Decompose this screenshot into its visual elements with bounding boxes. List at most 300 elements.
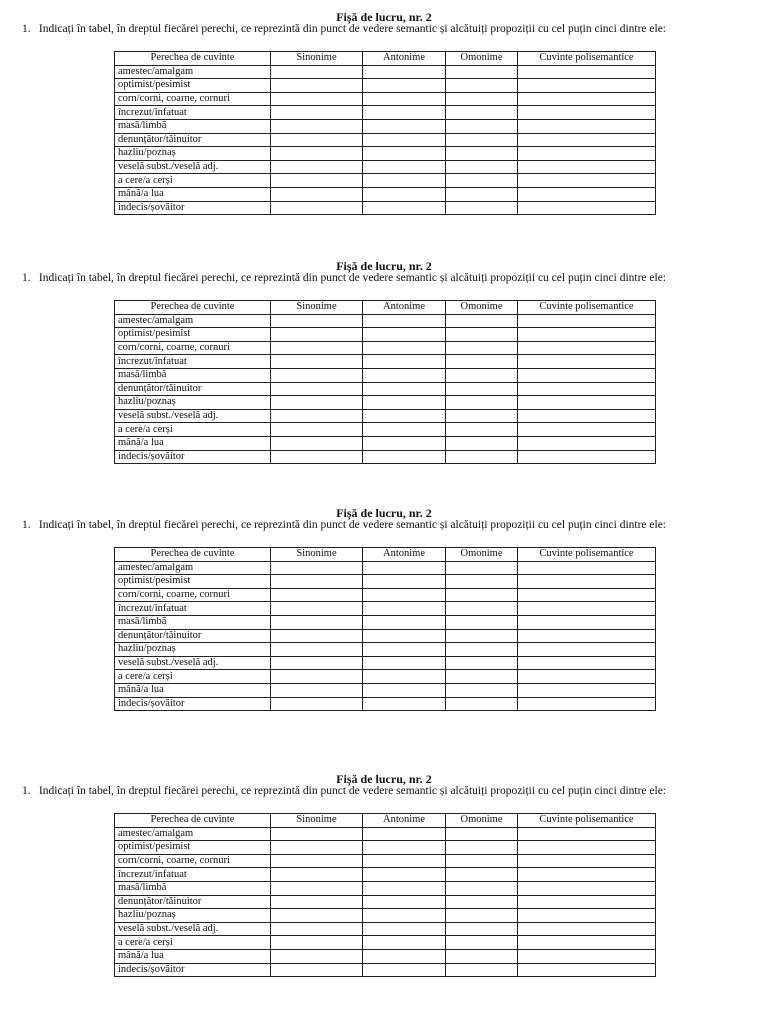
omonime-cell[interactable] (446, 328, 518, 342)
polisemantice-cell[interactable] (518, 382, 656, 396)
column-header: Sinonime (271, 548, 363, 562)
word-pair-cell: masă/limbă (115, 119, 271, 133)
column-header: Cuvinte polisemantice (518, 548, 656, 562)
sinonime-cell[interactable] (271, 436, 363, 450)
antonime-cell[interactable] (363, 575, 446, 589)
word-pair-cell: a cere/a cerși (115, 936, 271, 950)
word-pair-cell: corn/corni, coarne, cornuri (115, 341, 271, 355)
table-row (115, 187, 656, 201)
sinonime-cell[interactable] (271, 963, 363, 977)
sinonime-cell[interactable] (271, 561, 363, 575)
polisemantice-cell[interactable] (518, 436, 656, 450)
antonime-cell[interactable] (363, 147, 446, 161)
sinonime-cell[interactable] (271, 201, 363, 215)
antonime-cell[interactable] (363, 881, 446, 895)
omonime-cell[interactable] (446, 629, 518, 643)
sinonime-cell[interactable] (271, 314, 363, 328)
table-row (115, 602, 656, 616)
table-row (115, 697, 656, 711)
omonime-cell[interactable] (446, 382, 518, 396)
polisemantice-cell[interactable] (518, 314, 656, 328)
omonime-cell[interactable] (446, 588, 518, 602)
table-row (115, 160, 656, 174)
polisemantice-cell[interactable] (518, 133, 656, 147)
sinonime-cell[interactable] (271, 936, 363, 950)
word-pair-cell: masă/limbă (115, 368, 271, 382)
sinonime-cell[interactable] (271, 328, 363, 342)
polisemantice-cell[interactable] (518, 827, 656, 841)
polisemantice-cell[interactable] (518, 174, 656, 188)
polisemantice-cell[interactable] (518, 854, 656, 868)
polisemantice-cell[interactable] (518, 602, 656, 616)
table-row (115, 841, 656, 855)
sinonime-cell[interactable] (271, 355, 363, 369)
antonime-cell[interactable] (363, 949, 446, 963)
word-pair-cell: optimist/pesimist (115, 328, 271, 342)
word-pair-cell: denunțător/tăinuitor (115, 895, 271, 909)
column-header: Perechea de cuvinte (115, 814, 271, 828)
antonime-cell[interactable] (363, 65, 446, 79)
table-row (115, 909, 656, 923)
word-pair-cell: masă/limbă (115, 615, 271, 629)
polisemantice-cell[interactable] (518, 341, 656, 355)
antonime-cell[interactable] (363, 79, 446, 93)
omonime-cell[interactable] (446, 656, 518, 670)
word-pair-cell: indecis/șovăitor (115, 201, 271, 215)
sinonime-cell[interactable] (271, 106, 363, 120)
table-row (115, 450, 656, 464)
column-header: Antonime (363, 301, 446, 315)
word-pair-cell: optimist/pesimist (115, 841, 271, 855)
table-row (115, 895, 656, 909)
table-row (115, 341, 656, 355)
table-row (115, 92, 656, 106)
table-row (115, 79, 656, 93)
word-pair-cell: încrezut/infatuat (115, 106, 271, 120)
column-header: Omonime (446, 814, 518, 828)
instruction-text (22, 272, 722, 285)
column-header: Antonime (363, 548, 446, 562)
antonime-cell[interactable] (363, 936, 446, 950)
instruction-body: Indicați în tabel, în dreptul fiecărei perechi, ce reprezintă din punct de vedere semantic și alcătuiți propoziții cu cel puțin cinci dintre ele: (38, 519, 666, 531)
table-row (115, 854, 656, 868)
antonime-cell[interactable] (363, 963, 446, 977)
omonime-cell[interactable] (446, 561, 518, 575)
polisemantice-cell[interactable] (518, 841, 656, 855)
omonime-cell[interactable] (446, 187, 518, 201)
sinonime-cell[interactable] (271, 450, 363, 464)
antonime-cell[interactable] (363, 841, 446, 855)
sinonime-cell[interactable] (271, 588, 363, 602)
sinonime-cell[interactable] (271, 133, 363, 147)
table-header-row (115, 301, 656, 315)
word-pair-cell: amestec/amalgam (115, 561, 271, 575)
word-pair-cell: veselă subst./veselă adj. (115, 656, 271, 670)
word-pair-cell: a cere/a cerși (115, 174, 271, 188)
omonime-cell[interactable] (446, 683, 518, 697)
word-pair-cell: amestec/amalgam (115, 827, 271, 841)
classification-table (114, 813, 656, 977)
antonime-cell[interactable] (363, 436, 446, 450)
omonime-cell[interactable] (446, 895, 518, 909)
table-row (115, 423, 656, 437)
column-header: Cuvinte polisemantice (518, 52, 656, 66)
word-pair-cell: optimist/pesimist (115, 575, 271, 589)
polisemantice-cell[interactable] (518, 909, 656, 923)
table-row (115, 436, 656, 450)
omonime-cell[interactable] (446, 368, 518, 382)
polisemantice-cell[interactable] (518, 355, 656, 369)
omonime-cell[interactable] (446, 314, 518, 328)
instruction-body: Indicați în tabel, în dreptul fiecărei perechi, ce reprezintă din punct de vedere semantic și alcătuiți propoziții cu cel puțin cinci dintre ele: (38, 785, 666, 797)
column-header: Perechea de cuvinte (115, 52, 271, 66)
instruction-number: 1. (22, 519, 31, 531)
table-row (115, 328, 656, 342)
omonime-cell[interactable] (446, 670, 518, 684)
antonime-cell[interactable] (363, 396, 446, 410)
sinonime-cell[interactable] (271, 841, 363, 855)
polisemantice-cell[interactable] (518, 588, 656, 602)
antonime-cell[interactable] (363, 643, 446, 657)
word-pair-cell: mână/a lua (115, 436, 271, 450)
polisemantice-cell[interactable] (518, 92, 656, 106)
antonime-cell[interactable] (363, 827, 446, 841)
antonime-cell[interactable] (363, 368, 446, 382)
omonime-cell[interactable] (446, 697, 518, 711)
omonime-cell[interactable] (446, 841, 518, 855)
table-row (115, 355, 656, 369)
omonime-cell[interactable] (446, 341, 518, 355)
antonime-cell[interactable] (363, 382, 446, 396)
omonime-cell[interactable] (446, 909, 518, 923)
polisemantice-cell[interactable] (518, 629, 656, 643)
omonime-cell[interactable] (446, 396, 518, 410)
word-pair-cell: a cere/a cerși (115, 670, 271, 684)
polisemantice-cell[interactable] (518, 79, 656, 93)
polisemantice-cell[interactable] (518, 615, 656, 629)
worksheet-title: Fișă de lucru, nr. 2 (336, 772, 432, 786)
polisemantice-cell[interactable] (518, 106, 656, 120)
word-pair-cell: hazliu/poznaș (115, 396, 271, 410)
column-header: Sinonime (271, 52, 363, 66)
sinonime-cell[interactable] (271, 409, 363, 423)
table-row (115, 561, 656, 575)
omonime-cell[interactable] (446, 133, 518, 147)
polisemantice-cell[interactable] (518, 949, 656, 963)
sinonime-cell[interactable] (271, 368, 363, 382)
polisemantice-cell[interactable] (518, 697, 656, 711)
instruction-text (22, 785, 722, 798)
antonime-cell[interactable] (363, 868, 446, 882)
word-pair-cell: hazliu/poznaș (115, 909, 271, 923)
word-pair-cell: indecis/șovăitor (115, 450, 271, 464)
sinonime-cell[interactable] (271, 160, 363, 174)
antonime-cell[interactable] (363, 909, 446, 923)
antonime-cell[interactable] (363, 160, 446, 174)
table-row (115, 147, 656, 161)
omonime-cell[interactable] (446, 423, 518, 437)
sinonime-cell[interactable] (271, 341, 363, 355)
antonime-cell[interactable] (363, 314, 446, 328)
word-pair-cell: denunțător/tăinuitor (115, 133, 271, 147)
polisemantice-cell[interactable] (518, 396, 656, 410)
omonime-cell[interactable] (446, 409, 518, 423)
column-header: Sinonime (271, 814, 363, 828)
sinonime-cell[interactable] (271, 396, 363, 410)
sinonime-cell[interactable] (271, 92, 363, 106)
omonime-cell[interactable] (446, 92, 518, 106)
polisemantice-cell[interactable] (518, 643, 656, 657)
column-header: Omonime (446, 548, 518, 562)
table-row (115, 409, 656, 423)
omonime-cell[interactable] (446, 868, 518, 882)
word-pair-cell: denunțător/tăinuitor (115, 382, 271, 396)
table-header-row (115, 548, 656, 562)
polisemantice-cell[interactable] (518, 147, 656, 161)
word-pair-cell: corn/corni, coarne, cornuri (115, 588, 271, 602)
polisemantice-cell[interactable] (518, 656, 656, 670)
polisemantice-cell[interactable] (518, 423, 656, 437)
antonime-cell[interactable] (363, 561, 446, 575)
word-pair-cell: mână/a lua (115, 949, 271, 963)
sinonime-cell[interactable] (271, 854, 363, 868)
table-row (115, 922, 656, 936)
table-header-row (115, 814, 656, 828)
antonime-cell[interactable] (363, 656, 446, 670)
antonime-cell[interactable] (363, 670, 446, 684)
polisemantice-cell[interactable] (518, 575, 656, 589)
omonime-cell[interactable] (446, 602, 518, 616)
column-header: Cuvinte polisemantice (518, 301, 656, 315)
polisemantice-cell[interactable] (518, 119, 656, 133)
omonime-cell[interactable] (446, 949, 518, 963)
worksheet-title: Fișă de lucru, nr. 2 (336, 10, 432, 24)
word-pair-cell: hazliu/poznaș (115, 643, 271, 657)
omonime-cell[interactable] (446, 201, 518, 215)
polisemantice-cell[interactable] (518, 895, 656, 909)
omonime-cell[interactable] (446, 65, 518, 79)
sinonime-cell[interactable] (271, 147, 363, 161)
antonime-cell[interactable] (363, 629, 446, 643)
sinonime-cell[interactable] (271, 868, 363, 882)
sinonime-cell[interactable] (271, 643, 363, 657)
polisemantice-cell[interactable] (518, 922, 656, 936)
worksheet-title: Fișă de lucru, nr. 2 (336, 259, 432, 273)
column-header: Perechea de cuvinte (115, 301, 271, 315)
table-row (115, 396, 656, 410)
polisemantice-cell[interactable] (518, 65, 656, 79)
classification-table (114, 51, 656, 215)
column-header: Sinonime (271, 301, 363, 315)
word-pair-cell: corn/corni, coarne, cornuri (115, 854, 271, 868)
antonime-cell[interactable] (363, 683, 446, 697)
antonime-cell[interactable] (363, 588, 446, 602)
sinonime-cell[interactable] (271, 895, 363, 909)
polisemantice-cell[interactable] (518, 450, 656, 464)
word-pair-cell: amestec/amalgam (115, 65, 271, 79)
omonime-cell[interactable] (446, 615, 518, 629)
sinonime-cell[interactable] (271, 119, 363, 133)
sinonime-cell[interactable] (271, 827, 363, 841)
antonime-cell[interactable] (363, 92, 446, 106)
table-row (115, 382, 656, 396)
word-pair-cell: optimist/pesimist (115, 79, 271, 93)
classification-table (114, 300, 656, 464)
antonime-cell[interactable] (363, 187, 446, 201)
sinonime-cell[interactable] (271, 187, 363, 201)
omonime-cell[interactable] (446, 575, 518, 589)
word-pair-cell: hazliu/poznaș (115, 147, 271, 161)
sinonime-cell[interactable] (271, 423, 363, 437)
table-row (115, 670, 656, 684)
sinonime-cell[interactable] (271, 575, 363, 589)
word-pair-cell: indecis/șovăitor (115, 697, 271, 711)
column-header: Antonime (363, 814, 446, 828)
word-pair-cell: veselă subst./veselă adj. (115, 160, 271, 174)
sinonime-cell[interactable] (271, 382, 363, 396)
table-row (115, 575, 656, 589)
antonime-cell[interactable] (363, 119, 446, 133)
antonime-cell[interactable] (363, 450, 446, 464)
word-pair-cell: veselă subst./veselă adj. (115, 409, 271, 423)
sinonime-cell[interactable] (271, 174, 363, 188)
polisemantice-cell[interactable] (518, 409, 656, 423)
worksheet-title: Fișă de lucru, nr. 2 (336, 506, 432, 520)
table-row (115, 643, 656, 657)
sinonime-cell[interactable] (271, 615, 363, 629)
word-pair-cell: mână/a lua (115, 683, 271, 697)
antonime-cell[interactable] (363, 106, 446, 120)
sinonime-cell[interactable] (271, 909, 363, 923)
polisemantice-cell[interactable] (518, 368, 656, 382)
sinonime-cell[interactable] (271, 683, 363, 697)
antonime-cell[interactable] (363, 615, 446, 629)
word-pair-cell: amestec/amalgam (115, 314, 271, 328)
sinonime-cell[interactable] (271, 949, 363, 963)
antonime-cell[interactable] (363, 922, 446, 936)
table-row (115, 881, 656, 895)
instruction-text (22, 23, 722, 36)
antonime-cell[interactable] (363, 133, 446, 147)
table-row (115, 588, 656, 602)
antonime-cell[interactable] (363, 201, 446, 215)
polisemantice-cell[interactable] (518, 683, 656, 697)
table-row (115, 133, 656, 147)
omonime-cell[interactable] (446, 174, 518, 188)
sinonime-cell[interactable] (271, 697, 363, 711)
instruction-number: 1. (22, 272, 31, 284)
omonime-cell[interactable] (446, 160, 518, 174)
polisemantice-cell[interactable] (518, 201, 656, 215)
polisemantice-cell[interactable] (518, 670, 656, 684)
word-pair-cell: masă/limbă (115, 881, 271, 895)
omonime-cell[interactable] (446, 963, 518, 977)
polisemantice-cell[interactable] (518, 881, 656, 895)
omonime-cell[interactable] (446, 922, 518, 936)
word-pair-cell: corn/corni, coarne, cornuri (115, 92, 271, 106)
sinonime-cell[interactable] (271, 602, 363, 616)
polisemantice-cell[interactable] (518, 328, 656, 342)
word-pair-cell: încrezut/infatuat (115, 355, 271, 369)
word-pair-cell: a cere/a cerși (115, 423, 271, 437)
sinonime-cell[interactable] (271, 79, 363, 93)
instruction-number: 1. (22, 23, 31, 35)
antonime-cell[interactable] (363, 423, 446, 437)
antonime-cell[interactable] (363, 355, 446, 369)
column-header: Omonime (446, 52, 518, 66)
table-row (115, 683, 656, 697)
table-row (115, 963, 656, 977)
omonime-cell[interactable] (446, 936, 518, 950)
column-header: Antonime (363, 52, 446, 66)
omonime-cell[interactable] (446, 436, 518, 450)
omonime-cell[interactable] (446, 881, 518, 895)
omonime-cell[interactable] (446, 147, 518, 161)
word-pair-cell: veselă subst./veselă adj. (115, 922, 271, 936)
antonime-cell[interactable] (363, 854, 446, 868)
polisemantice-cell[interactable] (518, 868, 656, 882)
word-pair-cell: denunțător/tăinuitor (115, 629, 271, 643)
table-row (115, 827, 656, 841)
polisemantice-cell[interactable] (518, 963, 656, 977)
omonime-cell[interactable] (446, 79, 518, 93)
word-pair-cell: mână/a lua (115, 187, 271, 201)
antonime-cell[interactable] (363, 341, 446, 355)
antonime-cell[interactable] (363, 409, 446, 423)
sinonime-cell[interactable] (271, 629, 363, 643)
omonime-cell[interactable] (446, 355, 518, 369)
omonime-cell[interactable] (446, 827, 518, 841)
antonime-cell[interactable] (363, 174, 446, 188)
instruction-body: Indicați în tabel, în dreptul fiecărei perechi, ce reprezintă din punct de vedere semantic și alcătuiți propoziții cu cel puțin cinci dintre ele: (38, 272, 666, 284)
column-header: Cuvinte polisemantice (518, 814, 656, 828)
sinonime-cell[interactable] (271, 65, 363, 79)
omonime-cell[interactable] (446, 119, 518, 133)
instruction-number: 1. (22, 785, 31, 797)
omonime-cell[interactable] (446, 106, 518, 120)
classification-table (114, 547, 656, 711)
column-header: Omonime (446, 301, 518, 315)
table-row (115, 868, 656, 882)
table-header-row (115, 52, 656, 66)
sinonime-cell[interactable] (271, 922, 363, 936)
polisemantice-cell[interactable] (518, 936, 656, 950)
polisemantice-cell[interactable] (518, 160, 656, 174)
antonime-cell[interactable] (363, 697, 446, 711)
table-row (115, 615, 656, 629)
table-row (115, 106, 656, 120)
omonime-cell[interactable] (446, 854, 518, 868)
polisemantice-cell[interactable] (518, 187, 656, 201)
antonime-cell[interactable] (363, 895, 446, 909)
instruction-body: Indicați în tabel, în dreptul fiecărei perechi, ce reprezintă din punct de vedere semantic și alcătuiți propoziții cu cel puțin cinci dintre ele: (38, 23, 666, 35)
word-pair-cell: încrezut/infatuat (115, 868, 271, 882)
antonime-cell[interactable] (363, 602, 446, 616)
sinonime-cell[interactable] (271, 670, 363, 684)
polisemantice-cell[interactable] (518, 561, 656, 575)
table-row (115, 65, 656, 79)
table-row (115, 629, 656, 643)
sinonime-cell[interactable] (271, 656, 363, 670)
word-pair-cell: încrezut/infatuat (115, 602, 271, 616)
table-row (115, 174, 656, 188)
omonime-cell[interactable] (446, 643, 518, 657)
sinonime-cell[interactable] (271, 881, 363, 895)
antonime-cell[interactable] (363, 328, 446, 342)
table-row (115, 936, 656, 950)
table-row (115, 368, 656, 382)
omonime-cell[interactable] (446, 450, 518, 464)
